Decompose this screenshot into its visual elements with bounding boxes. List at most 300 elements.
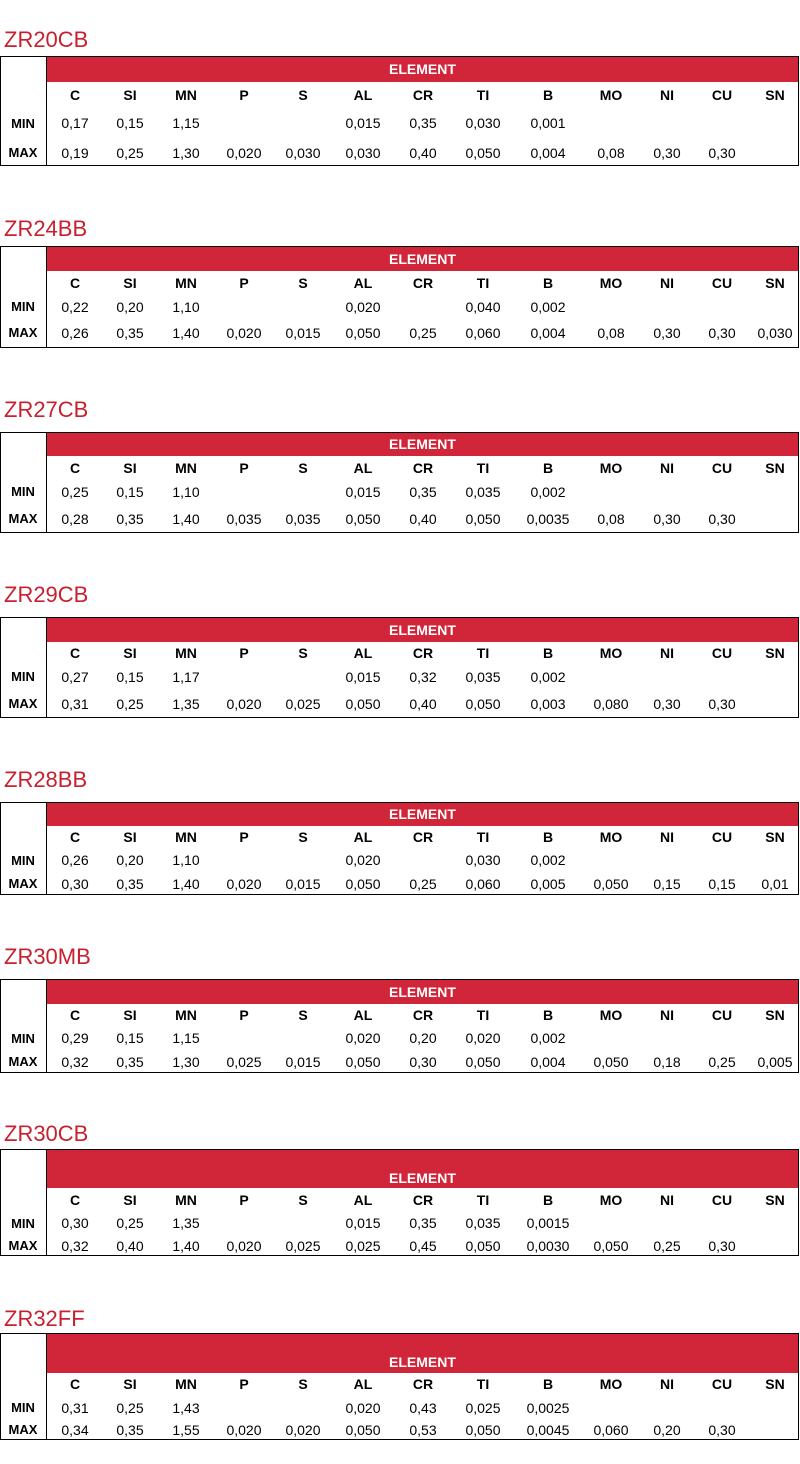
min-value-cell: 0,035 bbox=[465, 484, 501, 500]
column-header: CU bbox=[711, 460, 733, 476]
max-value-cell: 0,08 bbox=[597, 511, 625, 527]
max-row-label: MAX bbox=[8, 876, 38, 891]
min-value-cell: 0,001 bbox=[530, 115, 566, 131]
max-value-cell: 0,050 bbox=[593, 1054, 629, 1070]
min-value-cell: 1,35 bbox=[172, 1215, 200, 1231]
max-value-cell: 0,050 bbox=[465, 1422, 501, 1438]
column-header: P bbox=[239, 87, 249, 103]
min-value-cell: 1,15 bbox=[172, 115, 200, 131]
min-value-cell: 1,10 bbox=[172, 299, 200, 315]
max-value-cell: 0,53 bbox=[409, 1422, 437, 1438]
min-value-cell bbox=[214, 1396, 274, 1420]
column-header: MN bbox=[175, 1376, 197, 1392]
column-header: C bbox=[69, 275, 81, 291]
column-header: MN bbox=[175, 829, 197, 845]
max-value-cell: 0,030 bbox=[757, 325, 793, 341]
min-value-cell: 0,22 bbox=[61, 299, 89, 315]
max-value-cell: 0,35 bbox=[116, 511, 144, 527]
grade-title: ZR28BB bbox=[4, 767, 88, 792]
column-header: MO bbox=[599, 829, 623, 845]
min-value-cell bbox=[637, 108, 697, 139]
min-value-cell bbox=[214, 108, 274, 139]
max-value-cell: 0,15 bbox=[653, 876, 681, 892]
max-value-cell: 0,005 bbox=[757, 1054, 793, 1070]
column-header: SI bbox=[123, 1376, 137, 1392]
max-value-cell: 0,08 bbox=[597, 145, 625, 161]
column-header: C bbox=[69, 1007, 81, 1023]
min-value-cell bbox=[692, 849, 752, 872]
composition-table bbox=[0, 246, 799, 348]
max-value-cell: 0,020 bbox=[226, 325, 262, 341]
min-row-label: MIN bbox=[11, 1400, 35, 1415]
min-value-cell: 0,20 bbox=[116, 299, 144, 315]
column-header: AL bbox=[353, 829, 373, 845]
max-value-cell: 0,30 bbox=[653, 325, 681, 341]
max-value-cell bbox=[745, 504, 800, 534]
column-header: MO bbox=[599, 1007, 623, 1023]
column-header: C bbox=[69, 1192, 81, 1208]
max-value-cell: 0,080 bbox=[593, 696, 629, 712]
element-header: ELEMENT bbox=[46, 433, 798, 456]
min-value-cell bbox=[745, 849, 800, 872]
column-header: MO bbox=[599, 1376, 623, 1392]
min-value-cell: 0,002 bbox=[530, 1030, 566, 1046]
max-row-label: MAX bbox=[8, 1238, 38, 1253]
min-value-cell: 0,015 bbox=[345, 115, 381, 131]
grade-title: ZR32FF bbox=[4, 1306, 85, 1331]
max-value-cell: 0,30 bbox=[653, 145, 681, 161]
max-value-cell bbox=[745, 1419, 800, 1441]
min-value-cell: 0,0025 bbox=[526, 1400, 570, 1416]
max-value-cell: 0,004 bbox=[530, 145, 566, 161]
column-header: B bbox=[542, 1192, 554, 1208]
column-header: CR bbox=[412, 1007, 434, 1023]
min-value-cell: 0,020 bbox=[465, 1030, 501, 1046]
column-header: SI bbox=[123, 829, 137, 845]
min-value-cell: 0,15 bbox=[116, 1030, 144, 1046]
column-header: P bbox=[239, 645, 249, 661]
max-value-cell: 0,030 bbox=[285, 145, 321, 161]
min-value-cell bbox=[745, 295, 800, 319]
min-row-label: MIN bbox=[11, 1216, 35, 1231]
min-value-cell: 0,020 bbox=[345, 1400, 381, 1416]
max-value-cell: 0,35 bbox=[116, 1054, 144, 1070]
min-row-label: MIN bbox=[11, 116, 35, 131]
max-value-cell: 1,40 bbox=[172, 1238, 200, 1254]
column-header: MO bbox=[599, 87, 623, 103]
max-value-cell: 0,050 bbox=[345, 876, 381, 892]
min-value-cell bbox=[214, 295, 274, 319]
max-value-cell: 1,40 bbox=[172, 511, 200, 527]
max-value-cell: 0,0035 bbox=[526, 511, 570, 527]
min-value-cell bbox=[273, 295, 333, 319]
element-header: ELEMENT bbox=[46, 57, 798, 82]
column-header: CR bbox=[412, 1192, 434, 1208]
max-value-cell: 0,15 bbox=[708, 876, 736, 892]
min-value-cell bbox=[692, 480, 752, 504]
min-value-cell: 0,26 bbox=[61, 852, 89, 868]
max-value-cell: 0,050 bbox=[345, 325, 381, 341]
max-row-label: MAX bbox=[8, 325, 38, 340]
max-value-cell: 0,30 bbox=[61, 876, 89, 892]
column-header: SN bbox=[765, 275, 785, 291]
max-value-cell: 0,34 bbox=[61, 1422, 89, 1438]
min-value-cell bbox=[637, 1027, 697, 1050]
column-header: CU bbox=[711, 645, 733, 661]
min-value-cell: 0,030 bbox=[465, 115, 501, 131]
max-value-cell: 0,035 bbox=[285, 511, 321, 527]
max-value-cell: 0,35 bbox=[116, 325, 144, 341]
max-value-cell: 0,025 bbox=[345, 1238, 381, 1254]
column-header: S bbox=[298, 87, 308, 103]
column-header: AL bbox=[353, 1007, 373, 1023]
column-header: NI bbox=[660, 1007, 674, 1023]
column-header: NI bbox=[660, 460, 674, 476]
min-row-label: MIN bbox=[11, 1031, 35, 1046]
composition-table bbox=[0, 1333, 799, 1440]
min-row-label: MIN bbox=[11, 299, 35, 314]
column-header: P bbox=[239, 275, 249, 291]
max-value-cell: 0,020 bbox=[226, 1238, 262, 1254]
max-value-cell: 0,31 bbox=[61, 696, 89, 712]
composition-table bbox=[0, 802, 799, 895]
min-value-cell: 0,29 bbox=[61, 1030, 89, 1046]
max-value-cell: 0,32 bbox=[61, 1054, 89, 1070]
max-value-cell: 0,004 bbox=[530, 1054, 566, 1070]
column-header: MN bbox=[175, 645, 197, 661]
min-value-cell bbox=[273, 1396, 333, 1420]
min-row-label: MIN bbox=[11, 853, 35, 868]
max-value-cell: 0,0045 bbox=[526, 1422, 570, 1438]
min-value-cell bbox=[581, 1396, 641, 1420]
column-header: CR bbox=[412, 829, 434, 845]
min-value-cell bbox=[581, 665, 641, 689]
max-value-cell: 0,30 bbox=[708, 1238, 736, 1254]
max-value-cell: 0,020 bbox=[226, 696, 262, 712]
min-value-cell bbox=[745, 665, 800, 689]
column-header: B bbox=[542, 87, 554, 103]
max-value-cell: 0,25 bbox=[409, 325, 437, 341]
min-value-cell bbox=[692, 1027, 752, 1050]
max-value-cell: 0,30 bbox=[409, 1054, 437, 1070]
min-value-cell bbox=[745, 480, 800, 504]
column-header: SI bbox=[123, 1007, 137, 1023]
column-header: B bbox=[542, 1007, 554, 1023]
min-value-cell: 0,43 bbox=[409, 1400, 437, 1416]
column-header: S bbox=[298, 1376, 308, 1392]
column-header: SN bbox=[765, 1192, 785, 1208]
max-value-cell: 0,050 bbox=[465, 1238, 501, 1254]
max-value-cell: 0,0030 bbox=[526, 1238, 570, 1254]
min-value-cell: 0,31 bbox=[61, 1400, 89, 1416]
max-value-cell: 0,050 bbox=[465, 696, 501, 712]
min-value-cell: 0,25 bbox=[61, 484, 89, 500]
max-value-cell bbox=[745, 1235, 800, 1257]
column-header: C bbox=[69, 1376, 81, 1392]
max-value-cell: 0,020 bbox=[226, 1422, 262, 1438]
min-value-cell bbox=[637, 1212, 697, 1235]
column-header: S bbox=[298, 1192, 308, 1208]
max-value-cell: 0,050 bbox=[465, 511, 501, 527]
max-value-cell: 0,25 bbox=[116, 145, 144, 161]
column-header: MO bbox=[599, 1192, 623, 1208]
column-header: TI bbox=[476, 1192, 490, 1208]
max-row-label: MAX bbox=[8, 1422, 38, 1437]
min-value-cell bbox=[745, 1212, 800, 1235]
min-value-cell bbox=[692, 295, 752, 319]
column-header: B bbox=[542, 645, 554, 661]
max-value-cell: 0,060 bbox=[593, 1422, 629, 1438]
grade-title: ZR30CB bbox=[4, 1121, 89, 1146]
max-value-cell: 0,035 bbox=[226, 511, 262, 527]
column-header: AL bbox=[353, 1376, 373, 1392]
max-row-label: MAX bbox=[8, 1054, 38, 1069]
column-header: CU bbox=[711, 87, 733, 103]
column-header: NI bbox=[660, 275, 674, 291]
column-header: S bbox=[298, 1007, 308, 1023]
min-value-cell: 0,0015 bbox=[526, 1215, 570, 1231]
column-header: P bbox=[239, 1007, 249, 1023]
column-header: CU bbox=[711, 275, 733, 291]
max-value-cell: 0,40 bbox=[409, 145, 437, 161]
min-value-cell bbox=[214, 849, 274, 872]
column-header: CU bbox=[711, 829, 733, 845]
max-row-label: MAX bbox=[8, 145, 38, 160]
max-value-cell: 0,060 bbox=[465, 325, 501, 341]
min-value-cell: 0,25 bbox=[116, 1215, 144, 1231]
max-value-cell: 0,30 bbox=[708, 1422, 736, 1438]
max-value-cell: 0,020 bbox=[285, 1422, 321, 1438]
max-value-cell: 0,08 bbox=[597, 325, 625, 341]
min-value-cell: 0,020 bbox=[345, 1030, 381, 1046]
min-value-cell: 0,15 bbox=[116, 484, 144, 500]
min-value-cell bbox=[581, 849, 641, 872]
max-row-label: MAX bbox=[8, 696, 38, 711]
composition-table bbox=[0, 979, 799, 1073]
column-header: NI bbox=[660, 1376, 674, 1392]
column-header: B bbox=[542, 460, 554, 476]
min-value-cell: 0,035 bbox=[465, 1215, 501, 1231]
max-value-cell: 1,40 bbox=[172, 325, 200, 341]
max-value-cell: 0,050 bbox=[593, 876, 629, 892]
max-row-label: MAX bbox=[8, 511, 38, 526]
column-header: TI bbox=[476, 1376, 490, 1392]
max-value-cell: 0,40 bbox=[409, 696, 437, 712]
min-value-cell: 0,020 bbox=[345, 852, 381, 868]
min-value-cell: 1,15 bbox=[172, 1030, 200, 1046]
grade-title: ZR27CB bbox=[4, 397, 89, 422]
min-value-cell bbox=[637, 665, 697, 689]
max-value-cell: 0,025 bbox=[285, 1238, 321, 1254]
min-value-cell bbox=[581, 108, 641, 139]
max-value-cell: 0,30 bbox=[708, 511, 736, 527]
min-row-label: MIN bbox=[11, 484, 35, 499]
max-value-cell: 0,030 bbox=[345, 145, 381, 161]
min-value-cell: 0,015 bbox=[345, 1215, 381, 1231]
min-value-cell: 0,35 bbox=[409, 115, 437, 131]
min-value-cell bbox=[745, 108, 800, 139]
min-value-cell: 0,002 bbox=[530, 852, 566, 868]
column-header: CU bbox=[711, 1007, 733, 1023]
min-value-cell: 1,43 bbox=[172, 1400, 200, 1416]
max-value-cell: 0,35 bbox=[116, 876, 144, 892]
min-value-cell bbox=[273, 1027, 333, 1050]
min-value-cell: 0,35 bbox=[409, 1215, 437, 1231]
max-value-cell: 0,050 bbox=[593, 1238, 629, 1254]
element-header: ELEMENT bbox=[46, 980, 798, 1004]
column-header: MN bbox=[175, 87, 197, 103]
max-value-cell: 0,025 bbox=[285, 696, 321, 712]
max-value-cell: 0,30 bbox=[653, 511, 681, 527]
max-value-cell: 0,050 bbox=[345, 696, 381, 712]
max-value-cell: 0,30 bbox=[708, 325, 736, 341]
min-value-cell: 0,15 bbox=[116, 669, 144, 685]
max-value-cell: 0,32 bbox=[61, 1238, 89, 1254]
column-header: B bbox=[542, 1376, 554, 1392]
column-header: S bbox=[298, 645, 308, 661]
min-value-cell: 0,030 bbox=[465, 852, 501, 868]
min-value-cell bbox=[692, 1212, 752, 1235]
min-value-cell bbox=[581, 480, 641, 504]
grade-title: ZR30MB bbox=[4, 944, 91, 969]
max-value-cell: 0,28 bbox=[61, 511, 89, 527]
column-header: CU bbox=[711, 1376, 733, 1392]
column-header: MO bbox=[599, 645, 623, 661]
min-value-cell bbox=[393, 849, 453, 872]
min-value-cell: 0,17 bbox=[61, 115, 89, 131]
min-value-cell: 0,002 bbox=[530, 669, 566, 685]
min-value-cell bbox=[692, 1396, 752, 1420]
column-header: CR bbox=[412, 1376, 434, 1392]
max-value-cell: 0,45 bbox=[409, 1238, 437, 1254]
min-value-cell bbox=[214, 665, 274, 689]
max-value-cell: 0,20 bbox=[653, 1422, 681, 1438]
max-value-cell bbox=[745, 139, 800, 167]
element-header: ELEMENT bbox=[46, 1334, 798, 1373]
max-value-cell: 0,18 bbox=[653, 1054, 681, 1070]
max-value-cell: 0,015 bbox=[285, 876, 321, 892]
min-value-cell bbox=[637, 295, 697, 319]
column-header: NI bbox=[660, 1192, 674, 1208]
max-value-cell: 1,35 bbox=[172, 696, 200, 712]
column-header: P bbox=[239, 1376, 249, 1392]
max-value-cell: 0,015 bbox=[285, 1054, 321, 1070]
column-header: MO bbox=[599, 275, 623, 291]
min-value-cell bbox=[273, 665, 333, 689]
max-value-cell: 0,050 bbox=[345, 1422, 381, 1438]
grade-title: ZR20CB bbox=[4, 27, 89, 52]
min-value-cell: 0,30 bbox=[61, 1215, 89, 1231]
max-value-cell: 0,25 bbox=[116, 696, 144, 712]
composition-table bbox=[0, 56, 799, 166]
element-header: ELEMENT bbox=[46, 618, 798, 642]
column-header: SN bbox=[765, 829, 785, 845]
column-header: TI bbox=[476, 460, 490, 476]
column-header: MO bbox=[599, 460, 623, 476]
min-value-cell: 1,10 bbox=[172, 852, 200, 868]
column-header: SI bbox=[123, 460, 137, 476]
element-header: ELEMENT bbox=[46, 247, 798, 271]
column-header: P bbox=[239, 829, 249, 845]
composition-table bbox=[0, 1149, 799, 1256]
column-header: S bbox=[298, 829, 308, 845]
min-value-cell bbox=[692, 665, 752, 689]
min-value-cell bbox=[273, 849, 333, 872]
column-header: NI bbox=[660, 87, 674, 103]
column-header: SI bbox=[123, 275, 137, 291]
max-value-cell: 0,35 bbox=[116, 1422, 144, 1438]
column-header: CR bbox=[412, 87, 434, 103]
min-value-cell: 0,002 bbox=[530, 299, 566, 315]
min-value-cell: 0,015 bbox=[345, 484, 381, 500]
max-value-cell: 1,40 bbox=[172, 876, 200, 892]
column-header: SI bbox=[123, 87, 137, 103]
max-value-cell: 0,060 bbox=[465, 876, 501, 892]
max-value-cell: 0,025 bbox=[226, 1054, 262, 1070]
column-header: C bbox=[69, 460, 81, 476]
max-value-cell: 0,25 bbox=[409, 876, 437, 892]
element-header: ELEMENT bbox=[46, 1150, 798, 1188]
min-value-cell: 0,025 bbox=[465, 1400, 501, 1416]
min-value-cell bbox=[637, 849, 697, 872]
column-header: AL bbox=[353, 645, 373, 661]
min-value-cell bbox=[692, 108, 752, 139]
max-value-cell: 0,40 bbox=[116, 1238, 144, 1254]
max-value-cell: 0,005 bbox=[530, 876, 566, 892]
column-header: SN bbox=[765, 460, 785, 476]
min-row-label: MIN bbox=[11, 669, 35, 684]
max-value-cell: 0,004 bbox=[530, 325, 566, 341]
column-header: SI bbox=[123, 645, 137, 661]
column-header: TI bbox=[476, 645, 490, 661]
max-value-cell: 0,050 bbox=[465, 145, 501, 161]
min-value-cell: 0,015 bbox=[345, 669, 381, 685]
min-value-cell: 1,10 bbox=[172, 484, 200, 500]
column-header: CR bbox=[412, 460, 434, 476]
min-value-cell: 0,35 bbox=[409, 484, 437, 500]
grade-title: ZR29CB bbox=[4, 582, 89, 607]
column-header: SN bbox=[765, 1007, 785, 1023]
column-header: AL bbox=[353, 460, 373, 476]
column-header: TI bbox=[476, 275, 490, 291]
column-header: TI bbox=[476, 1007, 490, 1023]
min-value-cell: 0,25 bbox=[116, 1400, 144, 1416]
min-value-cell: 0,035 bbox=[465, 669, 501, 685]
column-header: B bbox=[542, 829, 554, 845]
max-value-cell: 0,050 bbox=[345, 511, 381, 527]
max-value-cell: 0,25 bbox=[708, 1054, 736, 1070]
min-value-cell bbox=[581, 1212, 641, 1235]
column-header: CR bbox=[412, 645, 434, 661]
max-value-cell: 0,30 bbox=[653, 696, 681, 712]
max-value-cell: 1,30 bbox=[172, 1054, 200, 1070]
min-value-cell: 0,32 bbox=[409, 669, 437, 685]
column-header: CR bbox=[412, 275, 434, 291]
max-value-cell: 0,020 bbox=[226, 876, 262, 892]
column-header: C bbox=[69, 87, 81, 103]
min-value-cell: 0,020 bbox=[345, 299, 381, 315]
column-header: MN bbox=[175, 1007, 197, 1023]
min-value-cell: 0,15 bbox=[116, 115, 144, 131]
column-header: TI bbox=[476, 829, 490, 845]
column-header: C bbox=[69, 645, 81, 661]
column-header: SN bbox=[765, 87, 785, 103]
column-header: MN bbox=[175, 1192, 197, 1208]
max-value-cell bbox=[745, 689, 800, 719]
max-value-cell: 1,55 bbox=[172, 1422, 200, 1438]
column-header: MN bbox=[175, 275, 197, 291]
column-header: S bbox=[298, 275, 308, 291]
